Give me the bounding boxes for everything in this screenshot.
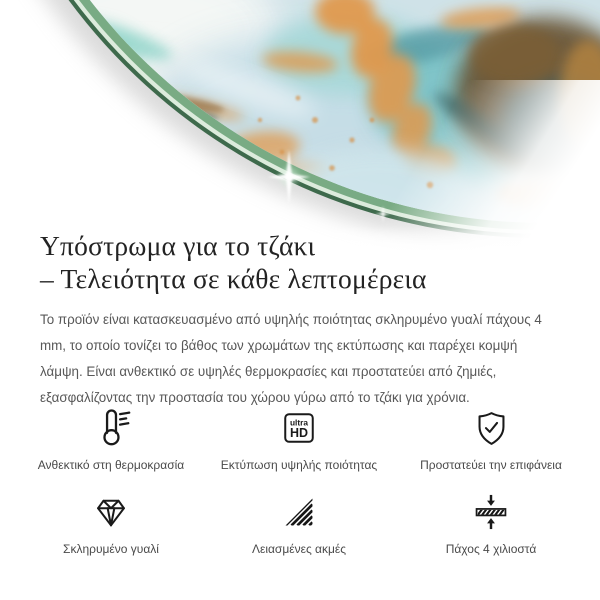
feature-label: Ανθεκτικό στη θερμοκρασία — [37, 458, 185, 472]
shield-check-icon — [406, 405, 576, 451]
feature-label: Λειασμένες ακμές — [251, 542, 347, 556]
thermometer-icon — [26, 405, 196, 451]
thickness-icon — [406, 489, 576, 535]
page-title-line1: Υπόστρωμα για το τζάκι — [40, 230, 316, 261]
feature-label: Εκτύπωση υψηλής ποιότητας — [220, 458, 378, 472]
ultra-hd-icon — [214, 405, 384, 451]
feature-temperature — [26, 405, 196, 472]
feature-label: Πάχος 4 χιλιοστά — [445, 542, 537, 556]
feature-thickness — [406, 489, 576, 556]
product-description: Το προϊόν είναι κατασκευασμένο από υψηλής ποιότητας σκληρυμένο γυαλί πάχους 4 mm, το οποίο τονίζει το βάθος των χρωμάτων της εκτύπωσης και παρέχει κομψή λάμψη. Είναι ανθεκτικό σε υψηλές θερμοκρασίες και προστατεύει από ζημιές, εξασφαλίζοντας την προστασία του χώρου γύρω από το τζάκι για χρόνια. — [40, 312, 542, 405]
diamond-icon — [26, 489, 196, 535]
polished-edges-icon — [214, 489, 384, 535]
feature-label: Σκληρυμένο γυαλί — [63, 542, 159, 556]
feature-tempered-glass — [26, 489, 196, 556]
feature-print-quality — [214, 405, 384, 472]
page-title-line2: – Τελειότητα σε κάθε λεπτομέρεια — [40, 263, 427, 294]
svg-text:HD: HD — [289, 426, 309, 441]
hero-product-image — [0, 0, 600, 265]
feature-surface-protection — [406, 405, 576, 472]
feature-label: Προστατεύει την επιφάνεια — [420, 458, 562, 472]
feature-polished-edges — [214, 489, 384, 556]
svg-text:ultra: ultra — [289, 417, 309, 428]
page-title — [40, 229, 427, 295]
